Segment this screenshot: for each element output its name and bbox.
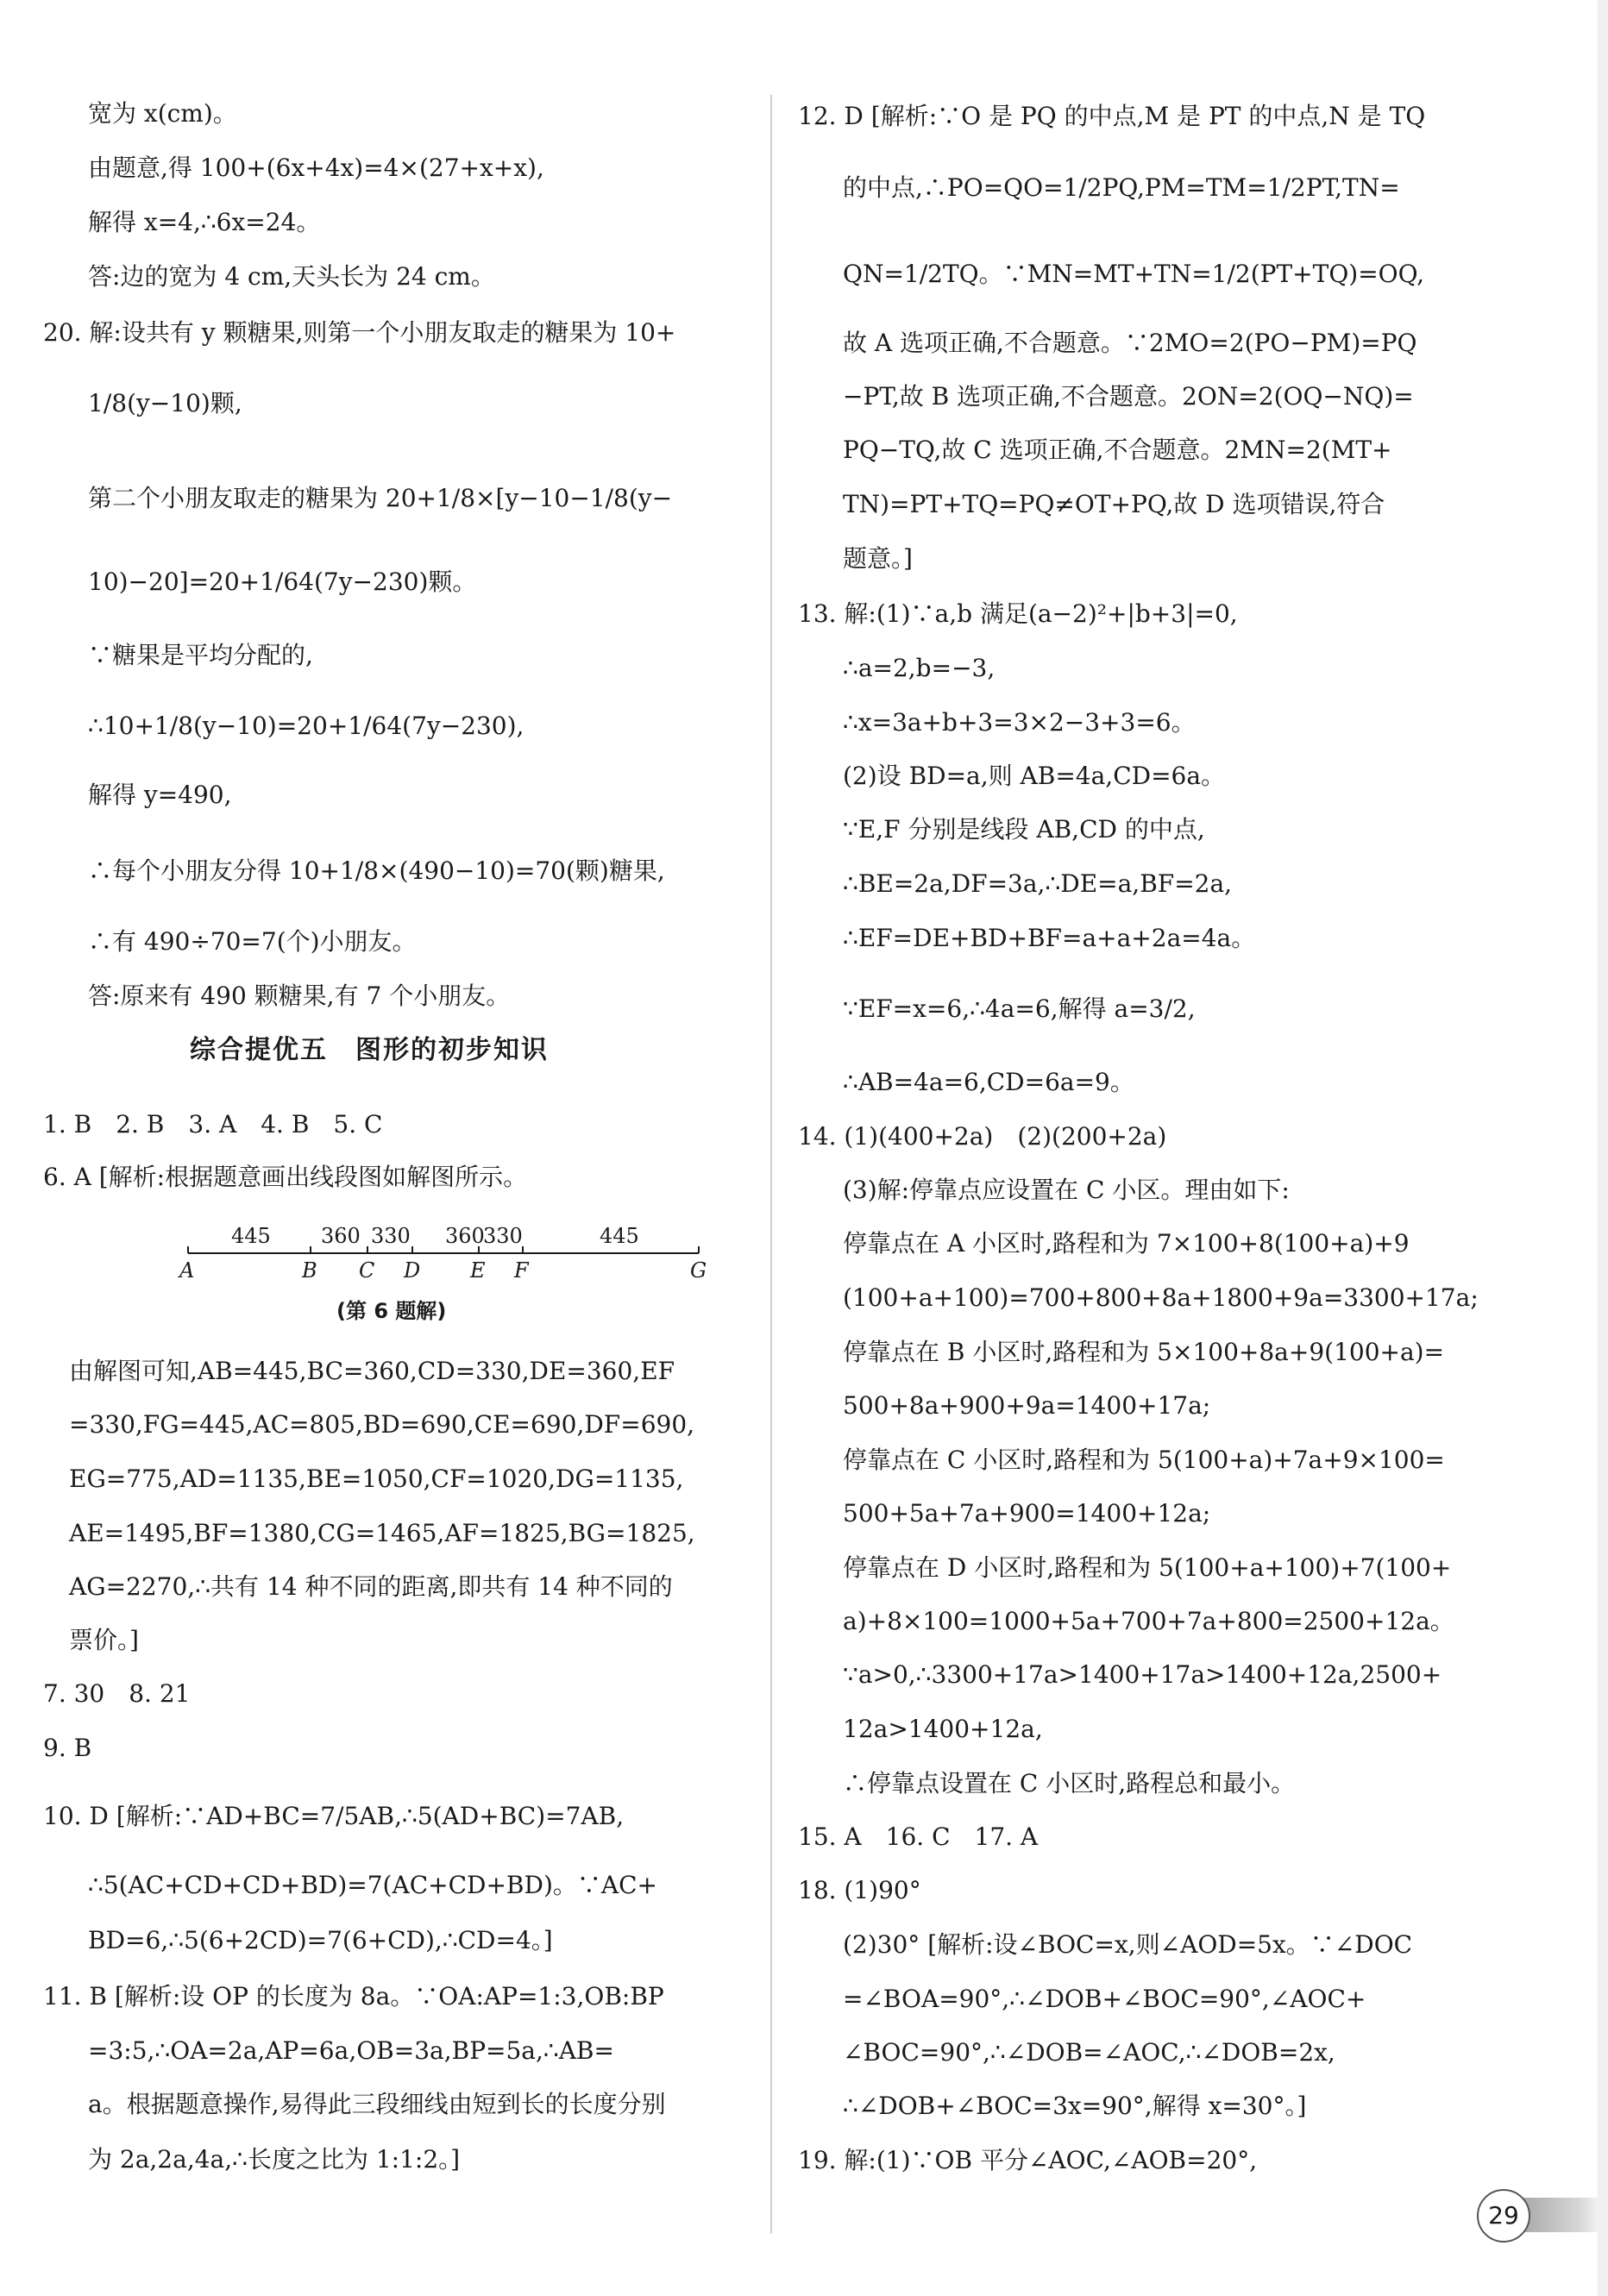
q6-heading: 6. A [解析:根据题意画出线段图如解图所示。 (43, 1163, 528, 1191)
text-line: ∴每个小朋友分得 10+1/8×(490−10)=70(颗)糖果, (88, 856, 665, 885)
text-line: ∵a>0,∴3300+17a>1400+17a>1400+12a,2500+ (843, 1660, 1442, 1689)
page-edge (1598, 0, 1608, 2296)
q10-heading: 10. D [解析:∵AD+BC=7/5AB,∴5(AD+BC)=7AB, (43, 1802, 625, 1830)
text-line: ∵E,F 分别是线段 AB,CD 的中点, (843, 815, 1205, 844)
text-line: 票价。] (69, 1626, 139, 1654)
segment-label: 360 (321, 1224, 361, 1248)
text-line: ∴x=3a+b+3=3×2−3+3=6。 (843, 708, 1196, 737)
text-line: 解得 x=4,∴6x=24。 (88, 208, 321, 236)
point-label: B (302, 1258, 317, 1283)
text-line: ∠BOC=90°,∴∠DOB=∠AOC,∴∠DOB=2x, (843, 2038, 1335, 2067)
q13-heading: 13. 解:(1)∵a,b 满足(a−2)²+|b+3|=0, (798, 599, 1238, 628)
point-label: E (470, 1258, 486, 1283)
text-line: (2)设 BD=a,则 AB=4a,CD=6a。 (843, 762, 1226, 790)
text-line: 停靠点在 A 小区时,路程和为 7×100+8(100+a)+9 (843, 1229, 1410, 1258)
text-line: =330,FG=445,AC=805,BD=690,CE=690,DF=690, (69, 1410, 695, 1439)
text-line: 停靠点在 D 小区时,路程和为 5(100+a+100)+7(100+ (843, 1553, 1452, 1582)
text-line: EG=775,AD=1135,BE=1050,CF=1020,DG=1135, (69, 1465, 684, 1493)
segment-label: 445 (231, 1224, 271, 1248)
text-line: ∴停靠点设置在 C 小区时,路程总和最小。 (843, 1769, 1296, 1797)
text-line: 宽为 x(cm)。 (88, 99, 237, 128)
segment-label: 360 (445, 1224, 485, 1248)
text-line: QN=1/2TQ。∵MN=MT+TN=1/2(PT+TQ)=OQ, (843, 260, 1425, 288)
page-number: 29 (1477, 2189, 1530, 2243)
point-label: D (404, 1258, 421, 1283)
text-line: 由题意,得 100+(6x+4x)=4×(27+x+x), (88, 154, 544, 182)
text-line: ∴AB=4a=6,CD=6a=9。 (843, 1068, 1134, 1096)
text-line: ∴∠DOB+∠BOC=3x=90°,解得 x=30°。] (843, 2092, 1307, 2120)
text-line: (3)解:停靠点应设置在 C 小区。理由如下: (843, 1176, 1290, 1204)
text-line: 500+8a+900+9a=1400+17a; (843, 1391, 1211, 1420)
text-line: 停靠点在 B 小区时,路程和为 5×100+8a+9(100+a)= (843, 1338, 1445, 1366)
text-line: ∵EF=x=6,∴4a=6,解得 a=3/2, (843, 994, 1196, 1023)
segment-label: 330 (371, 1224, 411, 1248)
text-line: 为 2a,2a,4a,∴长度之比为 1:1:2。] (88, 2145, 461, 2174)
text-line: 1/8(y−10)颗, (88, 389, 242, 417)
q18-heading: 18. (1)90° (798, 1876, 921, 1904)
segment-label: 445 (600, 1224, 639, 1248)
q14-heading: 14. (1)(400+2a) (2)(200+2a) (798, 1122, 1167, 1151)
q19-heading: 19. 解:(1)∵OB 平分∠AOC,∠AOB=20°, (798, 2146, 1258, 2174)
text-line: AE=1495,BF=1380,CG=1465,AF=1825,BG=1825, (69, 1519, 695, 1547)
text-line: 答:原来有 490 颗糖果,有 7 个小朋友。 (88, 982, 511, 1010)
text-line: a)+8×100=1000+5a+700+7a+800=2500+12a。 (843, 1607, 1454, 1635)
text-line: =3:5,∴OA=2a,AP=6a,OB=3a,BP=5a,∴AB= (88, 2036, 614, 2065)
text-line: 500+5a+7a+900=1400+12a; (843, 1499, 1211, 1528)
answers-9: 9. B (43, 1734, 92, 1762)
text-line: 的中点,∴PO=QO=1/2PQ,PM=TM=1/2PT,TN= (843, 173, 1400, 202)
text-line: 故 A 选项正确,不合题意。∵2MO=2(PO−PM)=PQ (843, 329, 1417, 357)
text-line: 10)−20]=20+1/64(7y−230)颗。 (88, 568, 477, 596)
text-line: BD=6,∴5(6+2CD)=7(6+CD),∴CD=4。] (88, 1926, 553, 1954)
point-label: A (179, 1258, 195, 1283)
point-label: G (690, 1258, 707, 1283)
text-line: ∵糖果是平均分配的, (88, 641, 313, 669)
text-line: (100+a+100)=700+800+8a+1800+9a=3300+17a; (843, 1283, 1479, 1312)
text-line: ∴EF=DE+BD+BF=a+a+2a=4a。 (843, 924, 1256, 952)
text-line: 解得 y=490, (88, 781, 232, 809)
text-line: 由解图可知,AB=445,BC=360,CD=330,DE=360,EF (69, 1357, 675, 1385)
text-line: PQ−TQ,故 C 选项正确,不合题意。2MN=2(MT+ (843, 436, 1392, 464)
q20-heading: 20. 解:设共有 y 颗糖果,则第一个小朋友取走的糖果为 10+ (43, 318, 676, 347)
text-line: AG=2270,∴共有 14 种不同的距离,即共有 14 种不同的 (69, 1572, 673, 1601)
q12-heading: 12. D [解析:∵O 是 PQ 的中点,M 是 PT 的中点,N 是 TQ (798, 102, 1426, 130)
answers-7-8: 7. 30 8. 21 (43, 1679, 191, 1708)
point-label: F (514, 1258, 529, 1283)
text-line: =∠BOA=90°,∴∠DOB+∠BOC=90°,∠AOC+ (843, 1985, 1366, 2013)
text-line: 停靠点在 C 小区时,路程和为 5(100+a)+7a+9×100= (843, 1446, 1445, 1474)
answers-15-17: 15. A 16. C 17. A (798, 1822, 1039, 1851)
text-line: 题意。] (843, 544, 913, 573)
text-line: a。根据题意操作,易得此三段细线由短到长的长度分别 (88, 2090, 666, 2118)
page-number-badge (1468, 2182, 1598, 2251)
text-line: (2)30° [解析:设∠BOC=x,则∠AOD=5x。∵∠DOC (843, 1930, 1413, 1959)
section-title: 综合提优五 图形的初步知识 (190, 1035, 549, 1065)
text-line: 第二个小朋友取走的糖果为 20+1/8×[y−10−1/8(y− (88, 484, 673, 512)
text-line: ∴10+1/8(y−10)=20+1/64(7y−230), (88, 712, 524, 740)
text-line: ∴a=2,b=−3, (843, 654, 996, 682)
point-label: C (359, 1258, 375, 1283)
text-line: ∴BE=2a,DF=3a,∴DE=a,BF=2a, (843, 869, 1233, 898)
text-line: 12a>1400+12a, (843, 1715, 1043, 1743)
text-line: 答:边的宽为 4 cm,天头长为 24 cm。 (88, 262, 495, 291)
text-line: ∴5(AC+CD+CD+BD)=7(AC+CD+BD)。∵AC+ (88, 1871, 657, 1899)
figure-caption: (第 6 题解) (336, 1299, 447, 1323)
segment-label: 330 (483, 1224, 523, 1248)
column-divider (770, 95, 772, 2234)
text-line: −PT,故 B 选项正确,不合题意。2ON=2(OQ−NQ)= (843, 382, 1414, 411)
q11-heading: 11. B [解析:设 OP 的长度为 8a。∵OA:AP=1:3,OB:BP (43, 1982, 664, 2011)
text-line: ∴有 490÷70=7(个)小朋友。 (88, 927, 417, 956)
text-line: TN)=PT+TQ=PQ≠OT+PQ,故 D 选项错误,符合 (843, 490, 1385, 518)
answers-1-5: 1. B 2. B 3. A 4. B 5. C (43, 1110, 383, 1139)
